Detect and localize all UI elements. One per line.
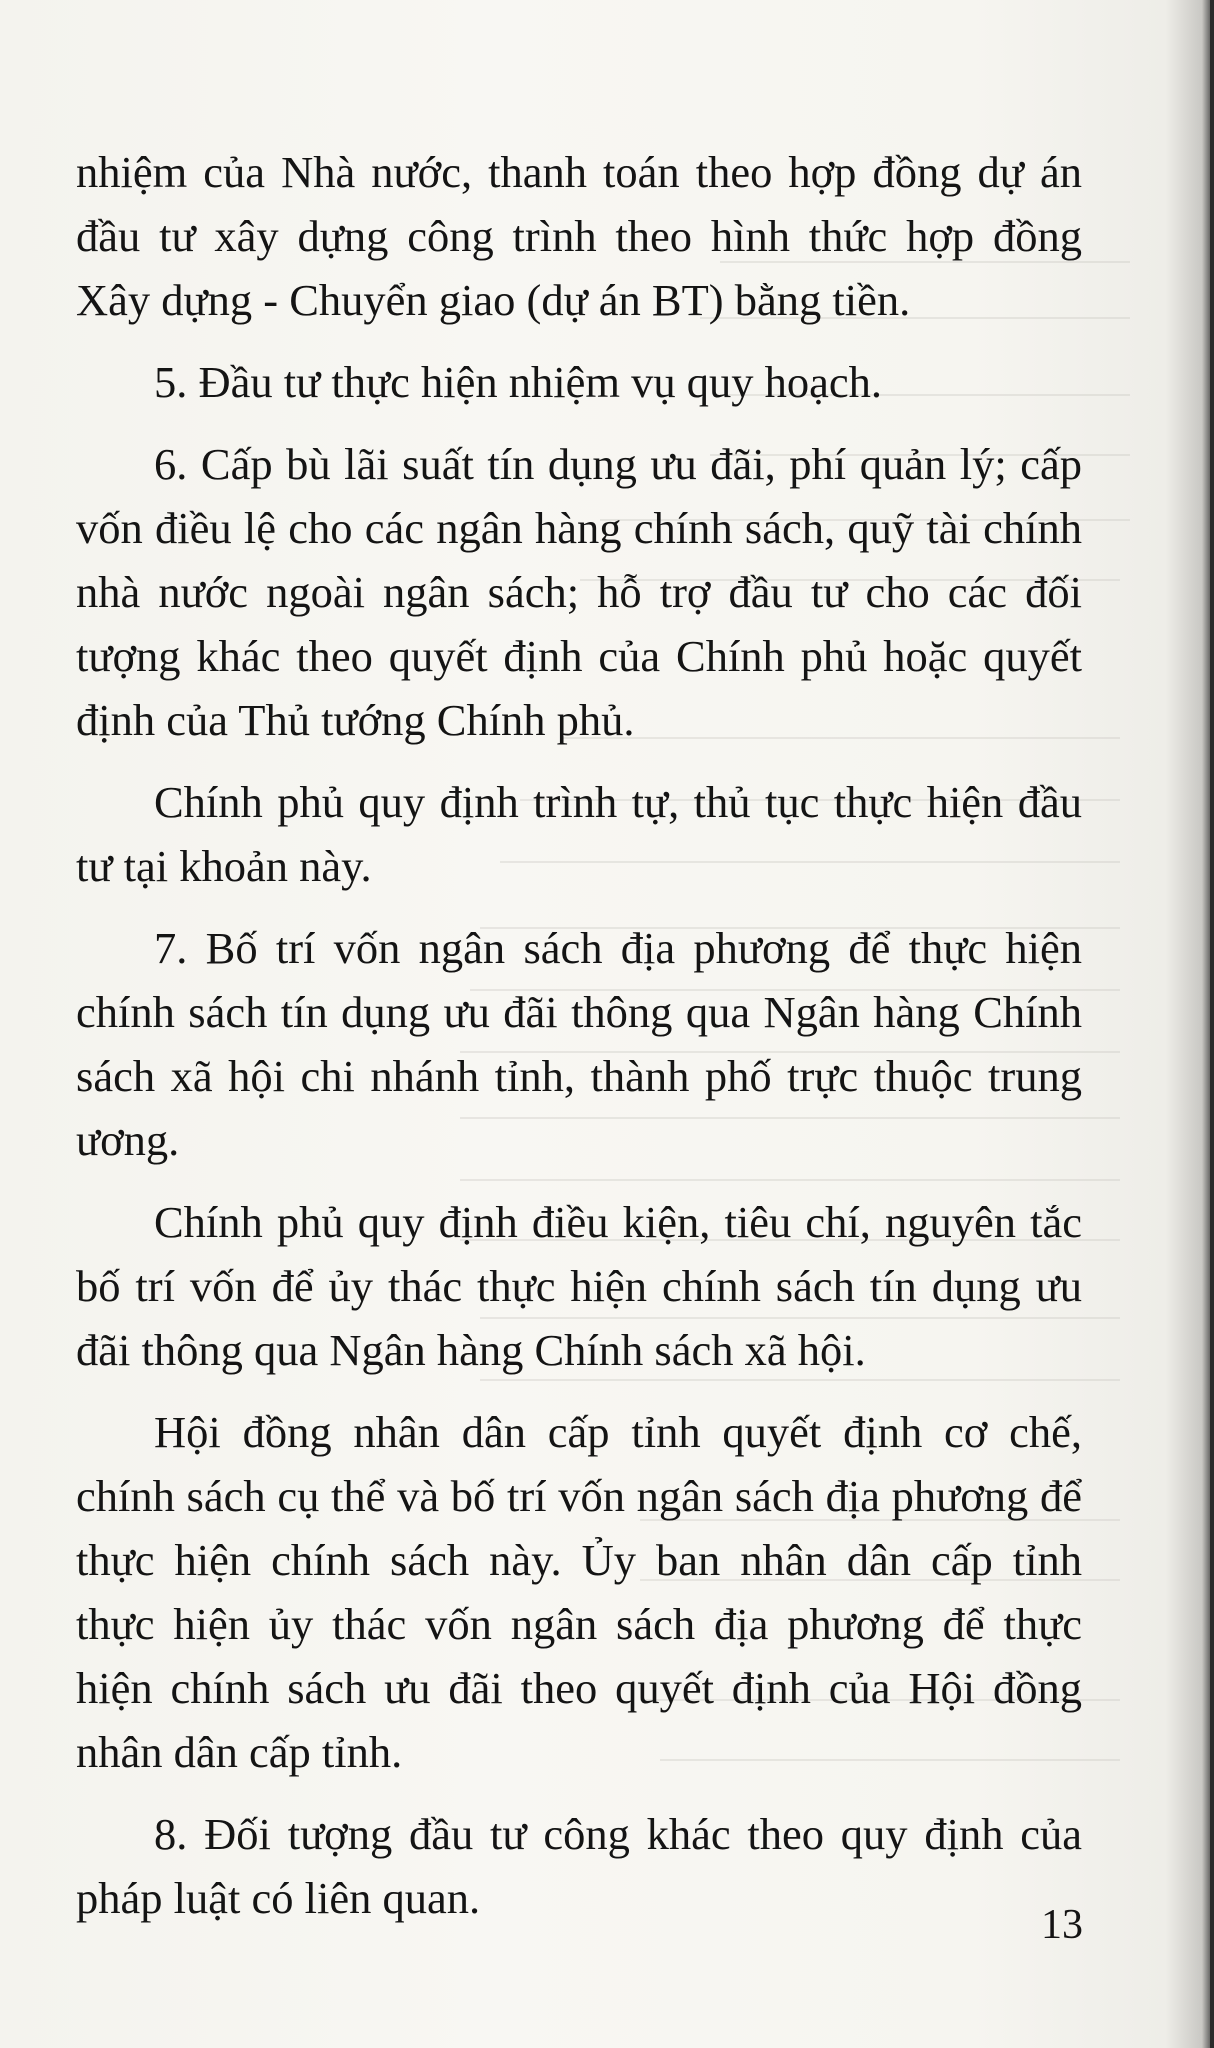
paragraph: 6. Cấp bù lãi suất tín dụng ưu đãi, phí quản lý; cấp vốn điều lệ cho các ngân hàng chính sách, quỹ tài chính nhà nước ngoài ngân sách; hỗ trợ đầu tư cho các đối tượng khác theo quyết định của Chính phủ hoặc quyết định của Thủ tướng Chính phủ. bbox=[76, 439, 1082, 745]
body-text bbox=[76, 140, 1082, 1948]
paragraph: 5. Đầu tư thực hiện nhiệm vụ quy hoạch. bbox=[154, 357, 882, 407]
paragraph: Chính phủ quy định điều kiện, tiêu chí, nguyên tắc bố trí vốn để ủy thác thực hiện chính sách tín dụng ưu đãi thông qua Ngân hàng Chính sách xã hội. bbox=[76, 1197, 1082, 1375]
paragraph: Chính phủ quy định trình tự, thủ tục thực hiện đầu tư tại khoản này. bbox=[76, 777, 1082, 891]
page-number: 13 bbox=[1041, 1902, 1083, 1948]
paragraph: nhiệm của Nhà nước, thanh toán theo hợp đồng dự án đầu tư xây dựng công trình theo hình thức hợp đồng Xây dựng - Chuyển giao (dự án BT) bằng tiền. bbox=[76, 147, 1082, 325]
paragraph: 8. Đối tượng đầu tư công khác theo quy định của pháp luật có liên quan. bbox=[76, 1809, 1082, 1923]
paragraph: Hội đồng nhân dân cấp tỉnh quyết định cơ chế, chính sách cụ thể và bố trí vốn ngân sách địa phương để thực hiện chính sách này. Ủy ban nhân dân cấp tỉnh thực hiện ủy thác vốn ngân sách địa phương để thực hiện chính sách ưu đãi theo quyết định của Hội đồng nhân dân cấp tỉnh. bbox=[76, 1407, 1082, 1777]
page-edge-shadow bbox=[1210, 0, 1214, 2048]
paragraph: 7. Bố trí vốn ngân sách địa phương để thực hiện chính sách tín dụng ưu đãi thông qua Ngân hàng Chính sách xã hội chi nhánh tỉnh, thành phố trực thuộc trung ương. bbox=[76, 923, 1082, 1165]
